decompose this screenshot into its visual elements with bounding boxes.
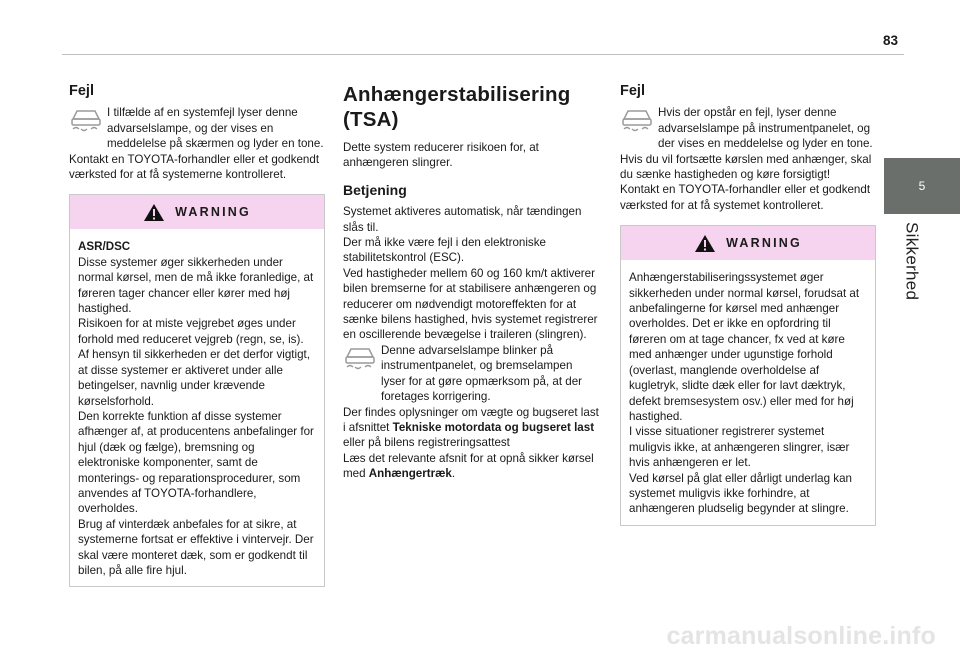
skid-warning-lamp-icon xyxy=(620,107,654,133)
watermark: carmanualsonline.info xyxy=(666,621,936,649)
lamp-paragraph xyxy=(69,105,325,151)
section-title: Anhængerstabilisering (TSA) xyxy=(343,83,571,131)
lamp-text: Hvis der opstår en fejl, lyser denne advarselslampe på instrumentpanelet, og der vises en meddelelse og lyder en tone. xyxy=(658,106,873,151)
load-info-text: Der findes oplysninger om vægte og bugseret last i afsnittet xyxy=(343,405,599,434)
warning-body xyxy=(70,229,324,586)
fault-heading: Fejl xyxy=(69,83,94,99)
top-divider xyxy=(62,54,904,55)
section-intro: Dette system reducerer risikoen for, at anhængeren slingrer. xyxy=(343,141,539,170)
warning-box xyxy=(69,194,325,587)
lamp-paragraph xyxy=(620,105,876,151)
warning-label: ASR/DSC xyxy=(78,240,131,254)
fault-heading: Fejl xyxy=(620,83,645,99)
towing-info xyxy=(343,451,599,482)
warning-text: Disse systemer øger sikkerheden under normal kørsel, men de må ikke foranledige, at føreren tager chancer eller kører med høj hastighed. Risikoen for at miste vejgrebet øges under forhold med reduceret vejgreb (regn, se, is). Af hensyn til sikkerheden er det derfor vigtigt, at disse systemer er aktiveret under alle betingelser, navnlig under krævende kørselsforhold. Den korrekte funktion af disse systemer afhænger af, at producentens anbefalinger for hjul (dæk og fælge), bremsning og elektroniske komponenter, samt de monterings- og reparationsprocedurer, som anvendes af TOYOTA-forhandlere, overholdes. Brug af vinterdæk anbefales for at sikre, at systemerne fortsat er effektive i vintervejr. Der skal være monteret dæk, som er godkendt til bilen, på alle fire hjul. xyxy=(78,255,314,577)
fault-text: Hvis du vil fortsætte kørslen med anhænger, skal du sænke hastigheden og køre forsigtigt! Kontakt en TOYOTA-forhandler eller et godkendt værksted for at få systemet kontrolleret. xyxy=(620,152,872,212)
towing-info-tail: . xyxy=(451,467,456,481)
warning-box xyxy=(620,225,876,526)
skid-warning-lamp-icon xyxy=(343,345,377,371)
load-info xyxy=(343,405,599,451)
warning-header xyxy=(621,226,875,260)
fault-text: Kontakt en TOYOTA-forhandler eller et godkendt værksted for at få systemerne kontrolleret. xyxy=(69,152,320,182)
page-number: 83 xyxy=(882,33,898,48)
warning-triangle-icon xyxy=(694,234,716,253)
operation-heading: Betjening xyxy=(343,181,407,198)
chapter-title: Sikkerhed xyxy=(902,222,922,301)
warning-header xyxy=(70,195,324,229)
towing-info-reference: Anhængertræk xyxy=(368,467,452,481)
chapter-tab[interactable]: 5 xyxy=(884,158,960,214)
warning-body xyxy=(621,260,875,525)
warning-title: WARNING xyxy=(726,235,802,250)
lamp-paragraph xyxy=(343,343,599,405)
load-info-reference: Tekniske motordata og bugseret last xyxy=(392,420,595,434)
load-info-tail: eller på bilens registreringsattest xyxy=(343,436,510,450)
lamp-text: Denne advarselslampe blinker på instrumentpanelet, og bremselampen lyser for at gøre opmærksom på, at der foretages korrigering. xyxy=(381,343,583,404)
column-2 xyxy=(343,80,599,482)
skid-warning-lamp-icon xyxy=(69,107,103,133)
warning-text: Anhængerstabiliseringssystemet øger sikkerheden under normal kørsel, forudsat at anbefalingerne for kørsel med anhænger overholdes. Det er ikke en opfordring til føreren om at tage chancer, fx ved at køre med anhænger under ugunstige forhold (overlast, manglende overholdelse af kugletryk, slidte dæk eller for lavt dæktryk, defekt bremsesystem osv.) eller med for høj hastighed. I visse situationer registrerer systemet muligvis ikke, at anhængeren slingrer, især hvis anhængeren er let. Ved kørsel på glat eller dårligt underlag kan systemet muligvis ikke forhindre, at anhængeren pludselig begynder at slingre. xyxy=(629,271,860,516)
lamp-text: I tilfælde af en systemfejl lyser denne advarselslampe, og der vises en meddelelse på skærmen og lyder en tone. xyxy=(107,106,324,151)
warning-triangle-icon xyxy=(143,203,165,222)
operation-text: Systemet aktiveres automatisk, når tændingen slås til. Der må ikke være fejl i den elektroniske stabilitetskontrol (ESC). Ved hastigheder mellem 60 og 160 km/t aktiverer bilen bremserne for at stabilisere anhængeren og reducerer om nødvendigt motoreffekten for at sænke bilens hastighed, hvis systemet registrerer en oscillerende bevægelse i traileren (slingren). xyxy=(343,205,598,342)
warning-title: WARNING xyxy=(175,204,251,219)
column-1 xyxy=(69,80,325,587)
column-3 xyxy=(620,80,876,526)
towing-info-text: Læs det relevante afsnit for at opnå sikker kørsel med xyxy=(343,451,594,481)
chapter-label xyxy=(864,222,960,382)
